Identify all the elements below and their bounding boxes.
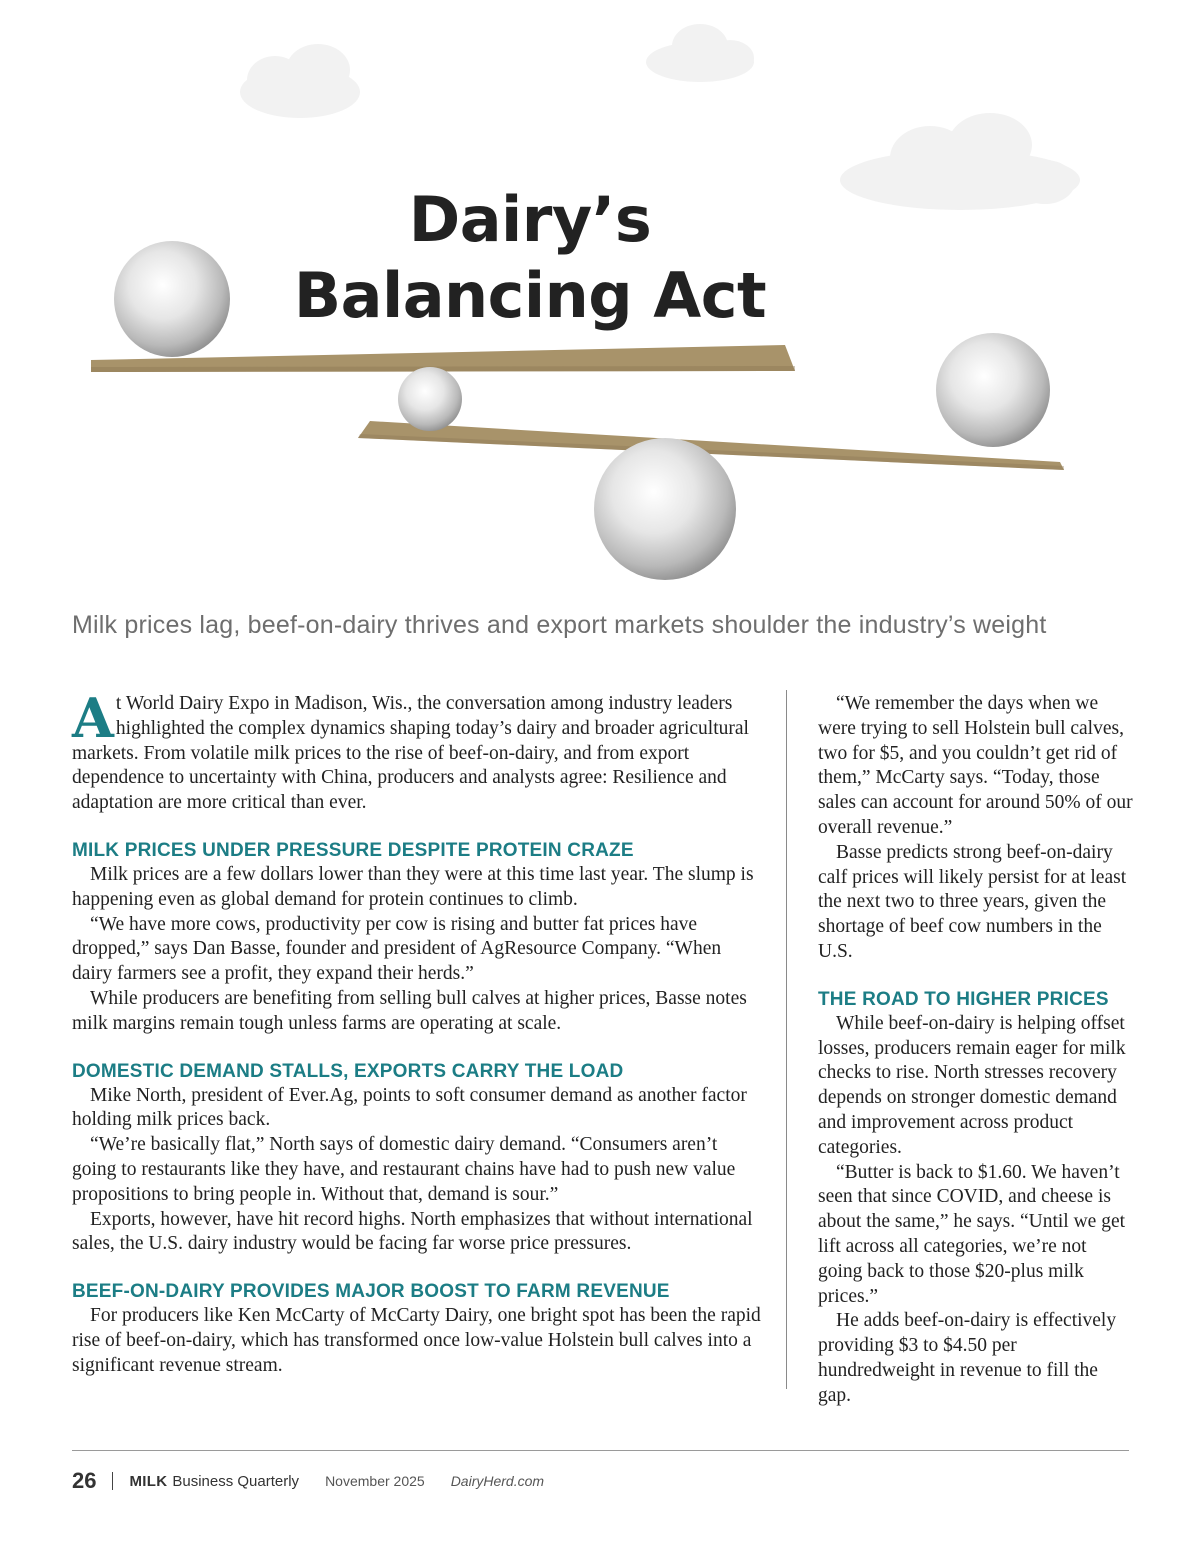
sphere-small-center xyxy=(398,367,462,431)
body-paragraph: Basse predicts strong beef-on-dairy calf prices will likely persist for at least the next two to three years, given the shortage of beef cow numbers in the U.S. xyxy=(818,841,1127,962)
title-line-2: Balancing Act xyxy=(293,259,767,332)
footer-divider xyxy=(72,1450,1129,1451)
intro-paragraph xyxy=(72,686,762,816)
issue-date: November 2025 xyxy=(325,1473,425,1489)
body-paragraph: Milk prices are a few dollars lower than they were at this time last year. The slump is happening even as global demand for protein continues to climb. xyxy=(72,863,754,910)
magazine-name: Business Quarterly xyxy=(172,1472,300,1490)
drop-cap: A xyxy=(72,686,114,750)
cloud-left xyxy=(240,44,360,118)
body-paragraph: “We have more cows, productivity per cow is rising and butter fat prices have dropped,” says Dan Basse, founder and president of AgResource Company. “When dairy farmers see a profit, they expand their herds.” xyxy=(72,913,722,985)
body-paragraph: He adds beef-on-dairy is effectively providing $3 to $4.50 per hundredweight in revenue to fill the gap. xyxy=(818,1310,1117,1406)
title-line-1: Dairy’s xyxy=(408,183,652,256)
section-heading: BEEF-ON-DAIRY PROVIDES MAJOR BOOST TO FARM REVENUE xyxy=(72,1281,670,1303)
body-paragraph: “Butter is back to $1.60. We haven’t seen that since COVID, and cheese is about the same,” he says. “Until we get lift across all categories, we’re not going back to those $20-plus milk prices.” xyxy=(818,1161,1126,1307)
section-heading: MILK PRICES UNDER PRESSURE DESPITE PROTEIN CRAZE xyxy=(72,839,634,861)
article-column-left xyxy=(72,686,762,1379)
section-heading: THE ROAD TO HIGHER PRICES xyxy=(818,988,1109,1010)
intro-text: t World Dairy Expo in Madison, Wis., the conversation among industry leaders highlighted the complex dynamics shaping today’s dairy and broader agricultural markets. From volatile milk prices to the rise of beef-on-dairy, and from export dependence to uncertainty with China, producers and analysts agree: Resilience and adaptation are more critical than ever. xyxy=(72,693,749,814)
subtitle: Milk prices lag, beef-on-dairy thrives and export markets shoulder the industry’s weight xyxy=(72,611,1047,639)
body-paragraph: Mike North, president of Ever.Ag, points to soft consumer demand as another factor holding milk prices back. xyxy=(72,1084,747,1131)
section-heading: DOMESTIC DEMAND STALLS, EXPORTS CARRY THE LOAD xyxy=(72,1060,624,1082)
column-divider xyxy=(786,690,787,1389)
footer-separator xyxy=(112,1472,113,1490)
sphere-right xyxy=(936,333,1050,447)
body-paragraph: For producers like Ken McCarty of McCarty Dairy, one bright spot has been the rapid rise of beef-on-dairy, which has transformed once low-value Holstein bull calves into a significant revenue stream. xyxy=(72,1305,761,1376)
sphere-fulcrum xyxy=(594,438,736,580)
article-column-right xyxy=(818,692,1134,1409)
body-paragraph: “We remember the days when we were trying to sell Holstein bull calves, two for $5, and you couldn’t get rid of them,” McCarty says. “Today, those sales can account for around 50% of our overall revenue.” xyxy=(818,693,1133,838)
page-footer xyxy=(72,1466,544,1496)
body-paragraph: “We’re basically flat,” North says of domestic dairy demand. “Consumers aren’t going to restaurants like they have, and restaurant chains have had to push new value propositions to bring people in. Without that, demand is sour.” xyxy=(72,1134,736,1205)
body-paragraph: While producers are benefiting from selling bull calves at higher prices, Basse notes milk margins remain tough unless farms are operating at scale. xyxy=(72,987,747,1034)
page-number: 26 xyxy=(72,1468,97,1493)
body-paragraph: While beef-on-dairy is helping offset losses, producers remain eager for milk checks to rise. North stresses recovery depends on stronger domestic demand and improvement across product categories. xyxy=(818,1012,1126,1158)
cloud-right xyxy=(840,113,1080,210)
body-paragraph: Exports, however, have hit record highs. North emphasizes that without international sales, the U.S. dairy industry would be facing far worse price pressures. xyxy=(72,1208,753,1255)
page-title xyxy=(230,182,830,334)
website-link[interactable]: DairyHerd.com xyxy=(450,1473,545,1489)
magazine-brand: MILK xyxy=(129,1472,168,1490)
cloud-top xyxy=(646,24,754,82)
sphere-top-left xyxy=(114,241,230,357)
